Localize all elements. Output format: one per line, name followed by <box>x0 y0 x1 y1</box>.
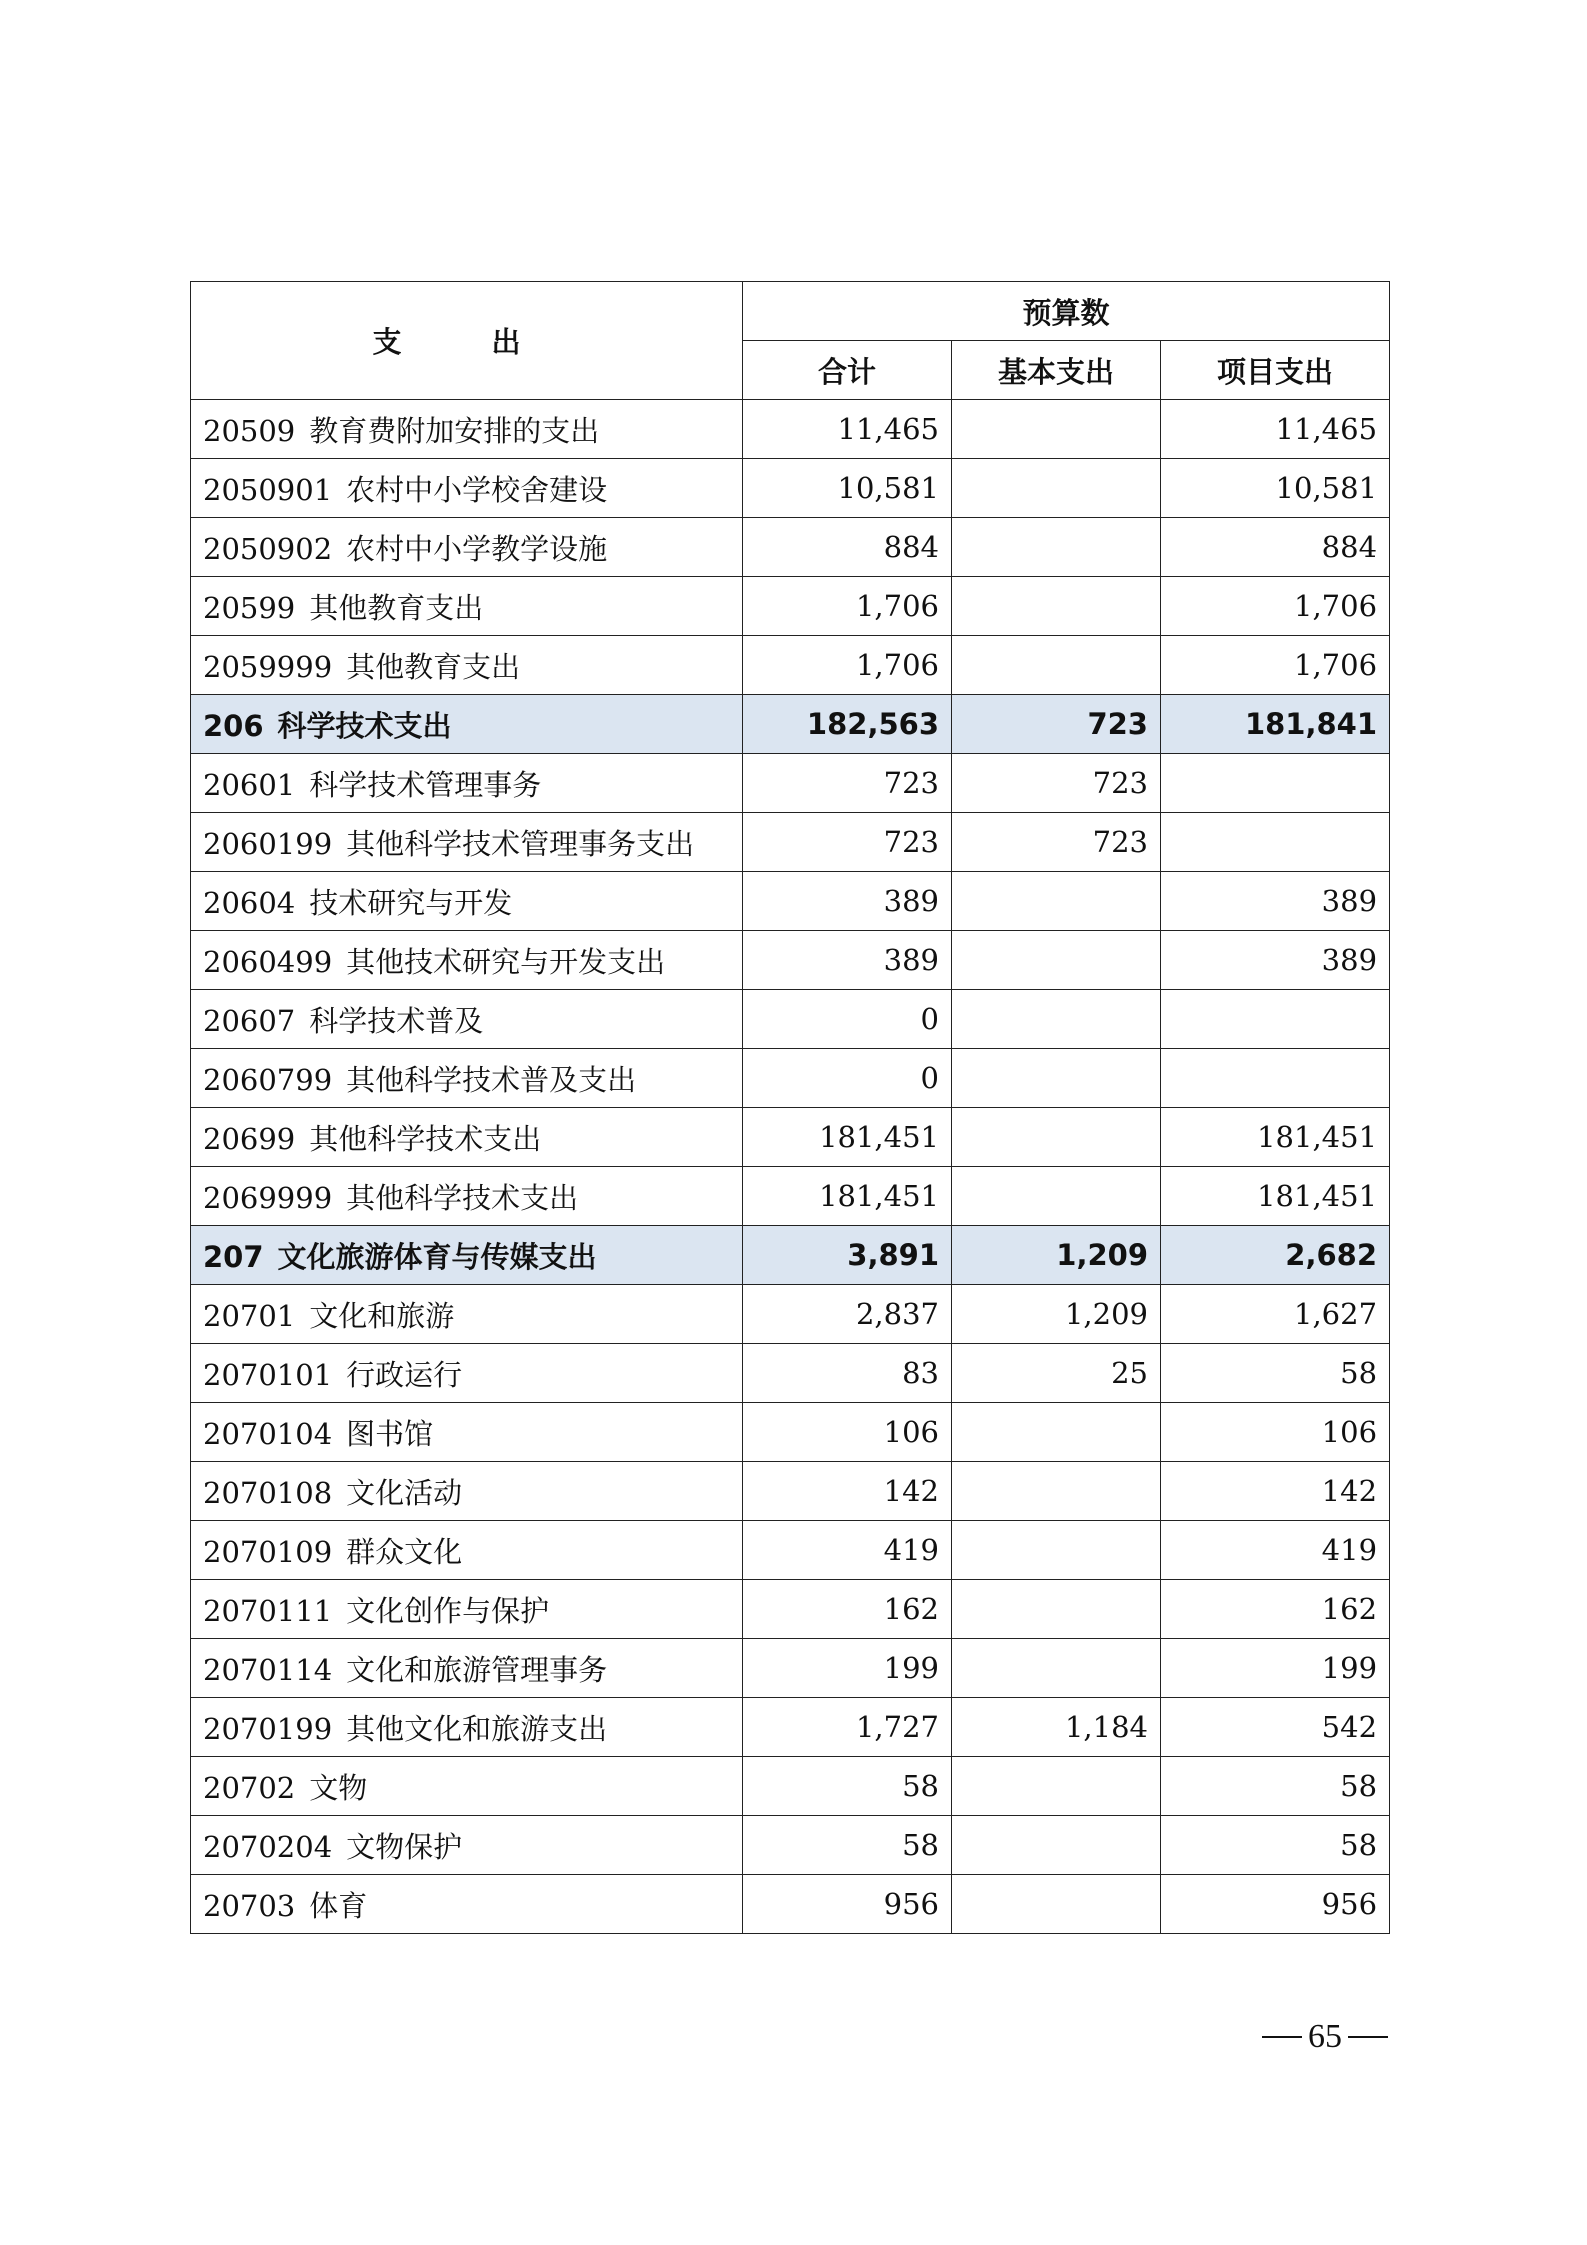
row-code: 2060199 <box>203 826 333 861</box>
row-name: 科学技术普及 <box>309 1003 484 1038</box>
row-label-cell <box>191 1344 743 1403</box>
row-label-cell <box>191 1462 743 1521</box>
row-project-cell: 884 <box>1161 518 1390 577</box>
row-basic-cell <box>952 1757 1161 1816</box>
total-column-header: 合计 <box>743 341 952 400</box>
row-label-cell <box>191 1698 743 1757</box>
row-name: 技术研究与开发 <box>309 885 513 920</box>
row-code: 20703 <box>203 1888 296 1923</box>
row-name: 文化和旅游管理事务 <box>346 1652 608 1687</box>
row-code: 20701 <box>203 1298 296 1333</box>
row-code: 2060499 <box>203 944 333 979</box>
row-label-cell <box>191 459 743 518</box>
row-basic-cell <box>952 1816 1161 1875</box>
row-label-cell <box>191 1403 743 1462</box>
row-code: 2050902 <box>203 531 333 566</box>
row-total-cell: 142 <box>743 1462 952 1521</box>
table-row <box>191 459 1390 518</box>
row-name: 教育费附加安排的支出 <box>309 413 600 448</box>
table-row <box>191 636 1390 695</box>
row-project-cell: 106 <box>1161 1403 1390 1462</box>
row-basic-cell <box>952 577 1161 636</box>
row-name: 科学技术管理事务 <box>309 767 542 802</box>
row-project-cell: 181,451 <box>1161 1167 1390 1226</box>
row-name: 文化创作与保护 <box>346 1593 550 1628</box>
row-total-cell: 389 <box>743 872 952 931</box>
row-code: 20599 <box>203 590 296 625</box>
row-name: 文物保护 <box>346 1829 463 1864</box>
row-label-cell <box>191 1285 743 1344</box>
row-name: 行政运行 <box>346 1357 463 1392</box>
table-row <box>191 1403 1390 1462</box>
row-code: 2070199 <box>203 1711 333 1746</box>
row-label-cell <box>191 1108 743 1167</box>
row-project-cell: 181,841 <box>1161 695 1390 754</box>
row-label-cell <box>191 695 743 754</box>
row-code: 2070204 <box>203 1829 333 1864</box>
row-name: 其他教育支出 <box>346 649 521 684</box>
row-name: 体育 <box>309 1888 368 1923</box>
row-label-cell <box>191 1049 743 1108</box>
row-name: 文化和旅游 <box>309 1298 455 1333</box>
row-code: 20699 <box>203 1121 296 1156</box>
row-name: 其他文化和旅游支出 <box>346 1711 608 1746</box>
table-row <box>191 1580 1390 1639</box>
row-total-cell: 58 <box>743 1757 952 1816</box>
page-number <box>1262 2018 1388 2056</box>
row-basic-cell <box>952 931 1161 990</box>
row-label-cell <box>191 990 743 1049</box>
row-project-cell: 162 <box>1161 1580 1390 1639</box>
row-basic-cell <box>952 1639 1161 1698</box>
row-basic-cell: 1,184 <box>952 1698 1161 1757</box>
row-basic-cell <box>952 1167 1161 1226</box>
row-label-cell <box>191 1816 743 1875</box>
row-name: 文化旅游体育与传媒支出 <box>277 1239 597 1274</box>
row-label-cell <box>191 813 743 872</box>
row-label-cell <box>191 872 743 931</box>
row-basic-cell <box>952 1108 1161 1167</box>
row-name: 图书馆 <box>346 1416 434 1451</box>
row-code: 2070104 <box>203 1416 333 1451</box>
row-basic-cell <box>952 1462 1161 1521</box>
table-row <box>191 813 1390 872</box>
table-row <box>191 518 1390 577</box>
row-label-cell <box>191 754 743 813</box>
spend-column-header: 支 出 <box>191 282 743 400</box>
row-name: 其他教育支出 <box>309 590 484 625</box>
row-project-cell: 389 <box>1161 931 1390 990</box>
row-label-cell <box>191 931 743 990</box>
row-label-cell <box>191 636 743 695</box>
row-total-cell: 389 <box>743 931 952 990</box>
row-total-cell: 1,706 <box>743 636 952 695</box>
page-number-dash-right <box>1348 2036 1388 2038</box>
row-basic-cell <box>952 872 1161 931</box>
row-basic-cell: 1,209 <box>952 1226 1161 1285</box>
row-total-cell: 83 <box>743 1344 952 1403</box>
row-total-cell: 2,837 <box>743 1285 952 1344</box>
page-number-value: 65 <box>1308 2018 1342 2055</box>
row-code: 2070101 <box>203 1357 333 1392</box>
row-project-cell: 142 <box>1161 1462 1390 1521</box>
budget-table <box>190 281 1390 1934</box>
row-code: 2070108 <box>203 1475 333 1510</box>
row-code: 20607 <box>203 1003 296 1038</box>
row-total-cell: 0 <box>743 990 952 1049</box>
row-name: 科学技术支出 <box>277 708 452 743</box>
row-code: 2059999 <box>203 649 333 684</box>
row-total-cell: 723 <box>743 754 952 813</box>
row-project-cell <box>1161 813 1390 872</box>
row-basic-cell <box>952 1580 1161 1639</box>
row-label-cell <box>191 400 743 459</box>
row-project-cell: 389 <box>1161 872 1390 931</box>
table-row <box>191 1816 1390 1875</box>
table-row <box>191 1521 1390 1580</box>
table-body <box>191 400 1390 1934</box>
table-row <box>191 990 1390 1049</box>
row-code: 20509 <box>203 413 296 448</box>
row-label-cell <box>191 1226 743 1285</box>
row-code: 2060799 <box>203 1062 333 1097</box>
row-project-cell: 542 <box>1161 1698 1390 1757</box>
row-project-cell <box>1161 754 1390 813</box>
row-label-cell <box>191 1757 743 1816</box>
row-name: 其他科学技术支出 <box>309 1121 542 1156</box>
row-name: 其他科学技术支出 <box>346 1180 579 1215</box>
row-label-cell <box>191 1580 743 1639</box>
row-name: 群众文化 <box>346 1534 463 1569</box>
table-row <box>191 400 1390 459</box>
row-total-cell: 162 <box>743 1580 952 1639</box>
row-total-cell: 956 <box>743 1875 952 1934</box>
table-row <box>191 1875 1390 1934</box>
row-project-cell: 11,465 <box>1161 400 1390 459</box>
row-total-cell: 106 <box>743 1403 952 1462</box>
table-row <box>191 577 1390 636</box>
row-label-cell <box>191 1521 743 1580</box>
row-basic-cell <box>952 400 1161 459</box>
row-basic-cell: 1,209 <box>952 1285 1161 1344</box>
row-name: 农村中小学教学设施 <box>346 531 608 566</box>
category-row <box>191 1226 1390 1285</box>
table-row <box>191 1639 1390 1698</box>
table-row <box>191 1108 1390 1167</box>
row-total-cell: 181,451 <box>743 1167 952 1226</box>
row-project-cell: 181,451 <box>1161 1108 1390 1167</box>
row-basic-cell: 723 <box>952 813 1161 872</box>
row-basic-cell <box>952 459 1161 518</box>
row-label-cell <box>191 577 743 636</box>
row-total-cell: 3,891 <box>743 1226 952 1285</box>
row-name: 文化活动 <box>346 1475 463 1510</box>
row-basic-cell <box>952 990 1161 1049</box>
row-label-cell <box>191 518 743 577</box>
row-total-cell: 58 <box>743 1816 952 1875</box>
table-row <box>191 1344 1390 1403</box>
row-basic-cell <box>952 1875 1161 1934</box>
table-row <box>191 754 1390 813</box>
row-code: 206 <box>203 708 264 743</box>
project-column-header: 项目支出 <box>1161 341 1390 400</box>
row-label-cell <box>191 1875 743 1934</box>
row-project-cell: 58 <box>1161 1757 1390 1816</box>
row-basic-cell: 723 <box>952 754 1161 813</box>
row-label-cell <box>191 1639 743 1698</box>
row-project-cell: 1,706 <box>1161 577 1390 636</box>
row-label-cell <box>191 1167 743 1226</box>
row-project-cell <box>1161 990 1390 1049</box>
row-basic-cell <box>952 518 1161 577</box>
row-basic-cell: 25 <box>952 1344 1161 1403</box>
row-project-cell: 58 <box>1161 1816 1390 1875</box>
table-row <box>191 931 1390 990</box>
row-name: 其他科学技术普及支出 <box>346 1062 637 1097</box>
table-row <box>191 1462 1390 1521</box>
row-code: 20601 <box>203 767 296 802</box>
row-total-cell: 1,706 <box>743 577 952 636</box>
row-code: 20604 <box>203 885 296 920</box>
row-total-cell: 419 <box>743 1521 952 1580</box>
row-total-cell: 10,581 <box>743 459 952 518</box>
row-basic-cell: 723 <box>952 695 1161 754</box>
row-total-cell: 11,465 <box>743 400 952 459</box>
row-basic-cell <box>952 1521 1161 1580</box>
row-code: 207 <box>203 1239 264 1274</box>
row-basic-cell <box>952 1049 1161 1108</box>
row-name: 其他技术研究与开发支出 <box>346 944 666 979</box>
row-total-cell: 723 <box>743 813 952 872</box>
row-total-cell: 1,727 <box>743 1698 952 1757</box>
row-total-cell: 199 <box>743 1639 952 1698</box>
table-row <box>191 872 1390 931</box>
row-project-cell: 2,682 <box>1161 1226 1390 1285</box>
row-basic-cell <box>952 1403 1161 1462</box>
row-code: 2070109 <box>203 1534 333 1569</box>
row-name: 其他科学技术管理事务支出 <box>346 826 695 861</box>
row-total-cell: 0 <box>743 1049 952 1108</box>
row-total-cell: 181,451 <box>743 1108 952 1167</box>
row-code: 20702 <box>203 1770 296 1805</box>
category-row <box>191 695 1390 754</box>
row-project-cell: 419 <box>1161 1521 1390 1580</box>
row-name: 文物 <box>309 1770 368 1805</box>
table-row <box>191 1285 1390 1344</box>
header-row-top <box>191 282 1390 341</box>
row-total-cell: 884 <box>743 518 952 577</box>
budget-group-header: 预算数 <box>743 282 1390 341</box>
row-code: 2070111 <box>203 1593 333 1628</box>
row-project-cell: 1,627 <box>1161 1285 1390 1344</box>
basic-column-header: 基本支出 <box>952 341 1161 400</box>
row-project-cell: 10,581 <box>1161 459 1390 518</box>
table-row <box>191 1698 1390 1757</box>
row-project-cell: 199 <box>1161 1639 1390 1698</box>
table-header <box>191 282 1390 400</box>
row-project-cell <box>1161 1049 1390 1108</box>
row-code: 2069999 <box>203 1180 333 1215</box>
table-row <box>191 1757 1390 1816</box>
row-code: 2070114 <box>203 1652 333 1687</box>
table-row <box>191 1167 1390 1226</box>
row-total-cell: 182,563 <box>743 695 952 754</box>
row-project-cell: 956 <box>1161 1875 1390 1934</box>
row-code: 2050901 <box>203 472 333 507</box>
row-project-cell: 58 <box>1161 1344 1390 1403</box>
page-number-dash-left <box>1262 2036 1302 2038</box>
row-name: 农村中小学校舍建设 <box>346 472 608 507</box>
row-basic-cell <box>952 636 1161 695</box>
row-project-cell: 1,706 <box>1161 636 1390 695</box>
table-row <box>191 1049 1390 1108</box>
